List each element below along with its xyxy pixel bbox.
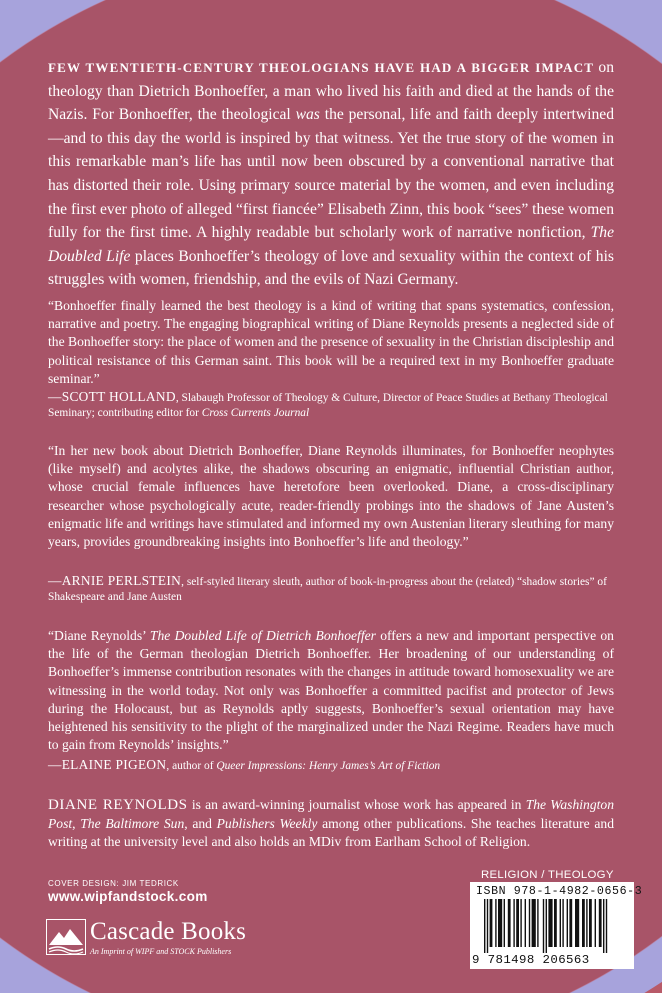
publisher-logo [46,918,286,964]
endorsement-attribution-3 [48,757,614,774]
barcode-bar [513,899,514,947]
barcode-bar [516,899,519,947]
endorser-affiliation-1: , Slabaugh Professor of Theology & Culture, Director of Peace Studies at Bethany Theological Seminary; contributing editor for [48,392,608,419]
barcode-bar [487,899,488,953]
endorser-affiliation-2: , self-styled literary sleuth, author of book-in-progress about the (related) “shadow stories” of Shakespeare and Jane Austen [48,576,607,603]
barcode-bar [575,899,579,947]
barcode-bar [560,899,561,947]
isbn-number: ISBN 978-1-4982-0656-3 [476,885,643,898]
endorsement-quote-2: “In her new book about Dietrich Bonhoeffer, Diane Reynolds illuminates, for Bonhoeffer neophytes (like myself) and acolytes alike, the shadows obscuring an enigmatic, influential Christian author, whose crucial female influences have heretofore been overlooked. Diane, a cross-disciplinary researcher whose psychologically acute, reader-friendly probings into the shadows of Jane Austen’s enigmatic life and writings have stimulated and informed my own Austenian literary sleuthing for many years, provides groundbreaking insights into Bonhoeffer’s life and theology.” [48,443,614,550]
barcode-block [470,882,643,969]
barcode-bar [543,899,544,953]
barcode-bar [569,899,572,947]
endorser-name-2: —ARNIE PERLSTEIN [48,573,182,588]
author-bio-sep-2: , and [184,815,217,831]
barcode-bar [582,899,585,947]
cover-design-credit: COVER DESIGN: JIM TEDRICK [48,879,179,888]
barcode-bar [589,899,592,947]
barcode-bar [529,899,530,947]
barcode-bar [548,899,552,947]
barcode-bar [525,899,526,947]
barcode-bar [554,899,557,947]
barcode-bar [484,899,485,953]
blurb-text-1: on theology than Dietrich Bonhoeffer, a man who lived his faith and died at the hands of the Nazis. For Bonhoeffer, the theological [48,59,614,124]
endorsement-attribution-1 [48,389,614,421]
barcode-bar [537,899,538,947]
barcode-bar [498,899,502,947]
endorser-publication-3: Queer Impressions: Henry James’s Art of Fiction [216,760,441,772]
endorser-name-1: —SCOTT HOLLAND [48,389,176,404]
barcode-bar [520,899,521,947]
quote-3-opening: “Diane Reynolds’ [48,628,150,643]
barcode-bar [567,899,568,947]
publisher-imprint: An Imprint of WIPF and STOCK Publishers [90,947,232,956]
barcode-bar [508,899,511,947]
endorsement-quote-3 [48,627,614,754]
author-bio-pub-2: The Baltimore Sun [80,815,185,831]
barcode-bar [599,899,602,947]
barcode-bar [586,899,587,947]
endorser-affiliation-3: , author of [166,760,217,772]
barcode-bar [603,899,604,953]
endorser-name-3: —ELAINE PIGEON [48,757,167,772]
publisher-website: www.wipfandstock.com [48,889,208,904]
ean-number: 9 781498 206563 [472,953,590,967]
endorsement-attribution-2 [48,573,614,605]
author-name: DIANE REYNOLDS [48,797,188,813]
barcode-bar [532,899,536,947]
author-bio [48,796,614,852]
endorser-publication-1: Cross Currents Journal [201,407,310,419]
barcode-bar [546,899,547,953]
author-bio-text-1: is an award-winning journalist whose work has appeared in [187,797,526,812]
blurb-emphasis: was [295,106,320,124]
barcode-bar [490,899,493,947]
quote-3-book-title: The Doubled Life of Dietrich Bonhoeffer [149,628,376,643]
barcode-bar [504,899,505,947]
barcode-bar [562,899,563,947]
blurb-lead: FEW TWENTIETH-CENTURY THEOLOGIANS HAVE HAD A BIGGER IMPACT [48,60,595,75]
author-bio-text-2: among other publications. She teaches literature and writing at the university level and also holds an MDiv from Earlham School of Religion. [48,815,614,850]
blurb-book-title: The Doubled Life [48,224,614,265]
blurb-text-2: the personal, life and faith deeply intertwined—and to this day the world is inspired by that witness. Yet the true story of the women in this remarkable man’s life has until now been obscured by a conventional narrative that has distorted their role. Using primary source material by the women, and even including the first ever photo of alleged “first fiancée” Elisabeth Zinn, this book “sees” these women fully for the first time. A highly readable but scholarly work of narrative nonfiction, [48,106,614,242]
barcode-bar [495,899,496,947]
publisher-name: Cascade Books [90,918,247,945]
barcode-bars [482,899,628,953]
quote-3-text: offers a new and important perspective on the life of the German theologian Dietrich Bonhoeffer. Her broadening of our understanding of Bonhoeffer’s immense contribution resonates with the changes in attitude toward homosexuality we are witnessing in the world today. Not only was Bonhoeffer a committed pacifist and protector of Jews during the Holocaust, but as Reynolds aptly suggests, Bonhoeffer’s sexual orientation may have heightened his sensitivity to the plight of the marginalized under the Nazi Regime. Readers have much to gain from Reynolds’ insights.” [48,628,614,753]
author-bio-sep-1: , [72,815,81,831]
barcode-bar [595,899,596,947]
book-blurb [48,56,614,292]
author-bio-pub-3: Publishers Weekly [216,815,318,831]
mountain-icon [46,919,86,955]
blurb-text-3: places Bonhoeffer’s theology of love and sexuality within the context of his struggles with women, friendship, and the evils of Nazi Germany. [48,247,614,289]
book-category: RELIGION / THEOLOGY [481,869,614,881]
endorsement-quote-1: “Bonhoeffer finally learned the best theology is a kind of writing that spans systematics, confession, narrative and poetry. The engaging biographical writing of Diane Reynolds presents a neglected side of the Bonhoeffer story: the place of women and the presence of sexuality in the Christian discipleship and political resistance of this German saint. This book will be a required text in my Bonhoeffer graduate seminar.” [48,298,614,386]
author-bio-pub-1: The Washington Post [48,797,614,831]
barcode-bar [606,899,607,953]
